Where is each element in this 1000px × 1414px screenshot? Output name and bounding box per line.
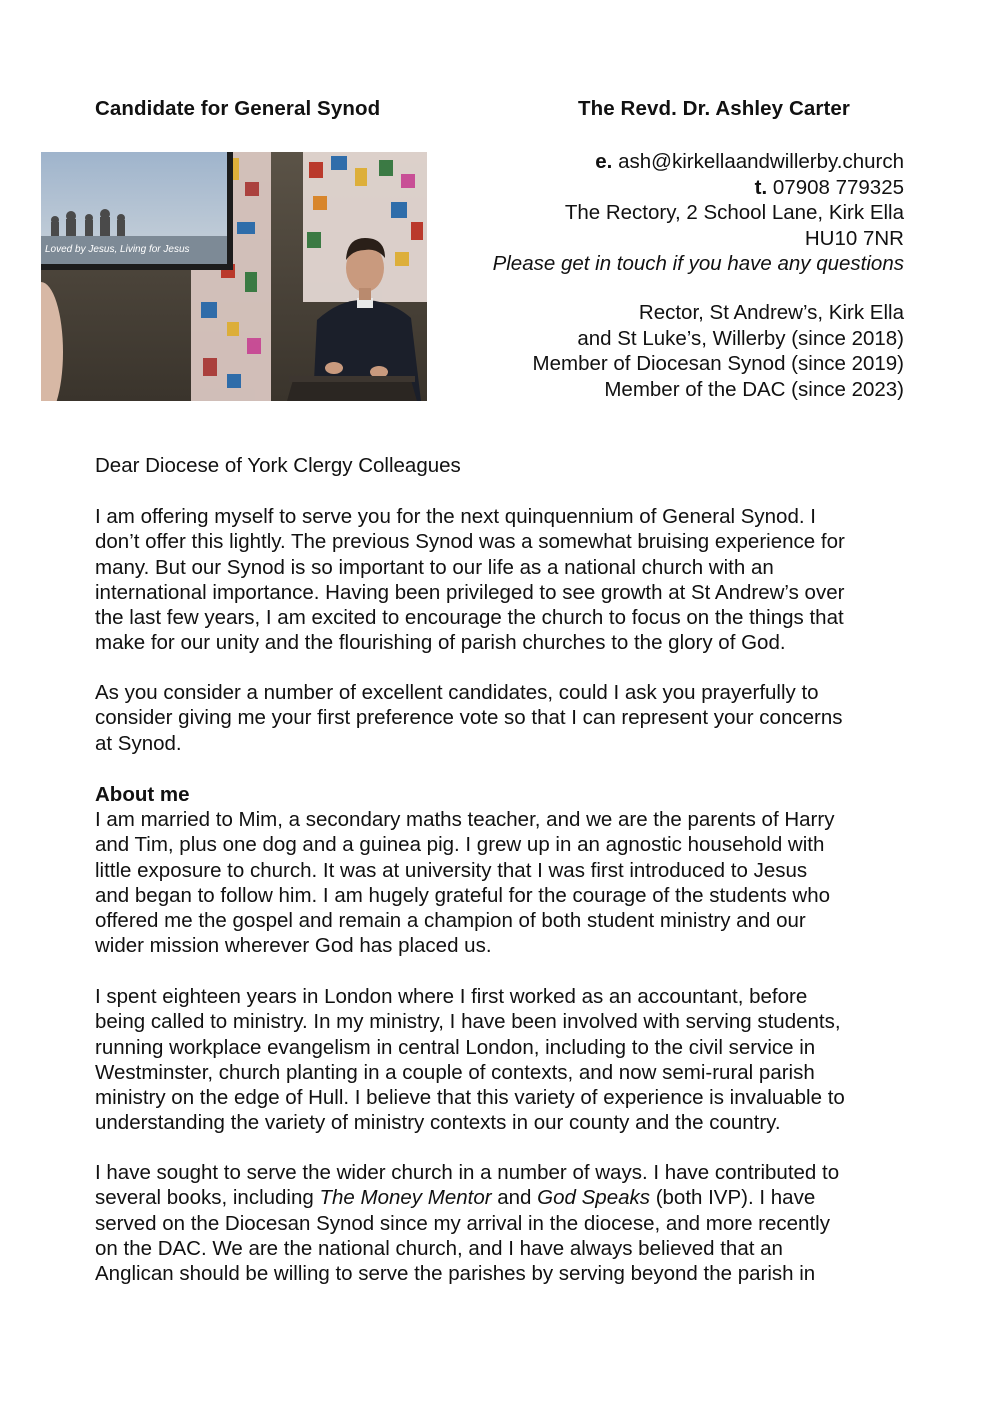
roles-block	[533, 300, 904, 402]
text-line: at Synod.	[95, 731, 182, 755]
text-line: Anglican should be willing to serve the parishes by serving beyond the parish in	[95, 1262, 816, 1286]
text-line: offered me the gospel and remain a champion of both student ministry and our	[95, 909, 806, 933]
address-line-1: The Rectory, 2 School Lane, Kirk Ella	[564, 201, 904, 225]
text-span: (both IVP). I have	[650, 1186, 816, 1210]
book-title: The Money Mentor	[319, 1186, 492, 1210]
paragraph-wider-church	[95, 1160, 910, 1286]
address-postcode: HU10 7NR	[804, 226, 904, 250]
screen-caption: Loved by Jesus, Living for Jesus	[45, 244, 190, 255]
contact-note: Please get in touch if you have any questions	[492, 252, 904, 276]
text-line: and Tim, plus one dog and a guinea pig. I grew up in an agnostic household with	[95, 833, 825, 857]
role-line: Rector, St Andrew’s, Kirk Ella	[638, 301, 904, 324]
email-label: e.	[595, 150, 613, 173]
text-line: don’t offer this lightly. The previous Synod was a somewhat bruising experience for	[95, 530, 845, 554]
text-line: and began to follow him. I am hugely grateful for the courage of the students who	[95, 883, 831, 907]
text-line: many. But our Synod is so important to our life as a national church with an	[95, 555, 774, 579]
text-line: wider mission wherever God has placed us.	[95, 934, 492, 958]
phone-label: t.	[754, 175, 768, 199]
candidate-photo	[41, 152, 427, 401]
text-span: several books, including	[95, 1186, 320, 1210]
text-line: being called to ministry. In my ministry, I have been involved with serving students,	[95, 1010, 841, 1034]
role-line: and St Luke’s, Willerby (since 2018)	[577, 326, 904, 350]
text-line: served on the Diocesan Synod since my arrival in the diocese, and more recently	[95, 1211, 830, 1235]
text-line: ministry on the edge of Hull. I believe that this variety of experience is invaluable to	[95, 1086, 845, 1110]
salutation: Dear Diocese of York Clergy Colleagues	[95, 454, 461, 477]
text-span: and	[491, 1186, 538, 1210]
paragraph-intro	[95, 504, 910, 656]
text-line: the last few years, I am excited to encourage the church to focus on the things that	[95, 606, 844, 630]
text-line: Westminster, church planting in a couple of contexts, and now semi-rural parish	[95, 1060, 815, 1084]
paragraph-vote-request	[95, 680, 910, 756]
text-line: I have sought to serve the wider church in a number of ways. I have contributed to	[95, 1161, 840, 1184]
paragraph-ministry	[95, 984, 910, 1136]
text-line: I am married to Mim, a secondary maths teacher, and we are the parents of Harry	[95, 808, 835, 831]
role-line: Member of the DAC (since 2023)	[604, 377, 904, 401]
text-line: consider giving me your first preference vote so that I can represent your concerns	[95, 706, 843, 730]
text-line: understanding the variety of ministry contexts in our county and the country.	[95, 1111, 781, 1135]
contact-block	[493, 149, 904, 277]
phone-number[interactable]: 07908 779325	[772, 175, 904, 199]
about-me-heading: About me	[95, 783, 190, 806]
text-line	[95, 1185, 910, 1210]
text-line: little exposure to church. It was at university that I was first introduced to Jesus	[95, 858, 808, 882]
book-title: God Speaks	[537, 1186, 650, 1210]
role-line: Member of Diocesan Synod (since 2019)	[532, 352, 904, 376]
email-address[interactable]: ash@kirkellaandwillerby.church	[618, 150, 904, 173]
paragraph-about	[95, 807, 910, 959]
text-line: As you consider a number of excellent candidates, could I ask you prayerfully to	[95, 681, 819, 704]
text-line: make for our unity and the flourishing of parish churches to the glory of God.	[95, 631, 786, 655]
text-line: on the DAC. We are the national church, and I have always believed that an	[95, 1236, 783, 1260]
candidate-name: The Revd. Dr. Ashley Carter	[578, 97, 850, 120]
candidate-heading: Candidate for General Synod	[95, 97, 381, 120]
email-line	[493, 149, 904, 175]
text-line: international importance. Having been privileged to see growth at St Andrew’s over	[95, 580, 845, 604]
text-line: I spent eighteen years in London where I first worked as an accountant, before	[95, 985, 808, 1008]
text-line: I am offering myself to serve you for the next quinquennium of General Synod. I	[95, 505, 816, 528]
phone-line	[493, 175, 904, 201]
text-line: running workplace evangelism in central London, including to the civil service in	[95, 1035, 816, 1059]
